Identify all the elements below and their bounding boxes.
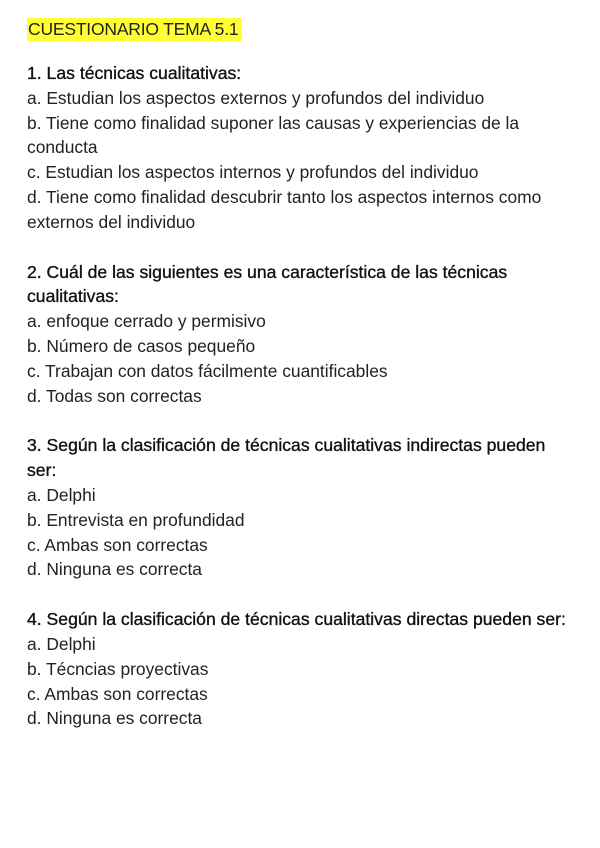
answer-option-b: b. Número de casos pequeño [27, 335, 256, 356]
answer-option-c: c. Ambas son correctas [27, 534, 208, 555]
question-2 [27, 260, 576, 409]
answer-option-a: a. Delphi [27, 633, 96, 654]
question-text: 4. Según la clasificación de técnicas cualitativas directas pueden ser: [27, 609, 566, 630]
answer-list [27, 483, 576, 582]
question-1 [27, 61, 576, 235]
answer-list [27, 86, 576, 235]
question-3 [27, 433, 576, 582]
answer-option-d: d. Ninguna es correcta [27, 559, 202, 580]
answer-option-d: d. Ninguna es correcta [27, 708, 202, 729]
answer-list [27, 632, 576, 731]
answer-option-b: b. Tiene como finalidad suponer las causas y experiencias de la conducta [27, 112, 520, 158]
answer-option-b: b. Técncias proyectivas [27, 658, 209, 679]
answer-option-d: d. Todas son correctas [27, 385, 202, 406]
question-text: 3. Según la clasificación de técnicas cualitativas indirectas pueden ser: [27, 435, 546, 481]
answer-option-a: a. Delphi [27, 484, 96, 505]
answer-option-c: c. Ambas son correctas [27, 683, 208, 704]
question-4 [27, 607, 576, 731]
answer-option-a: a. enfoque cerrado y permisivo [27, 311, 266, 332]
answer-option-b: b. Entrevista en profundidad [27, 509, 245, 530]
question-text: 1. Las técnicas cualitativas: [27, 63, 242, 83]
document-title: CUESTIONARIO TEMA 5.1 [27, 18, 242, 41]
question-text: 2. Cuál de las siguientes es una característica de las técnicas cualitativas: [27, 261, 508, 307]
answer-option-c: c. Trabajan con datos fácilmente cuantificables [27, 360, 388, 381]
answer-option-a: a. Estudian los aspectos externos y profundos del individuo [27, 87, 485, 108]
answer-option-d: d. Tiene como finalidad descubrir tanto los aspectos internos como externos del individuo [27, 186, 542, 232]
answer-list [27, 309, 576, 408]
answer-option-c: c. Estudian los aspectos internos y profundos del individuo [27, 162, 479, 183]
